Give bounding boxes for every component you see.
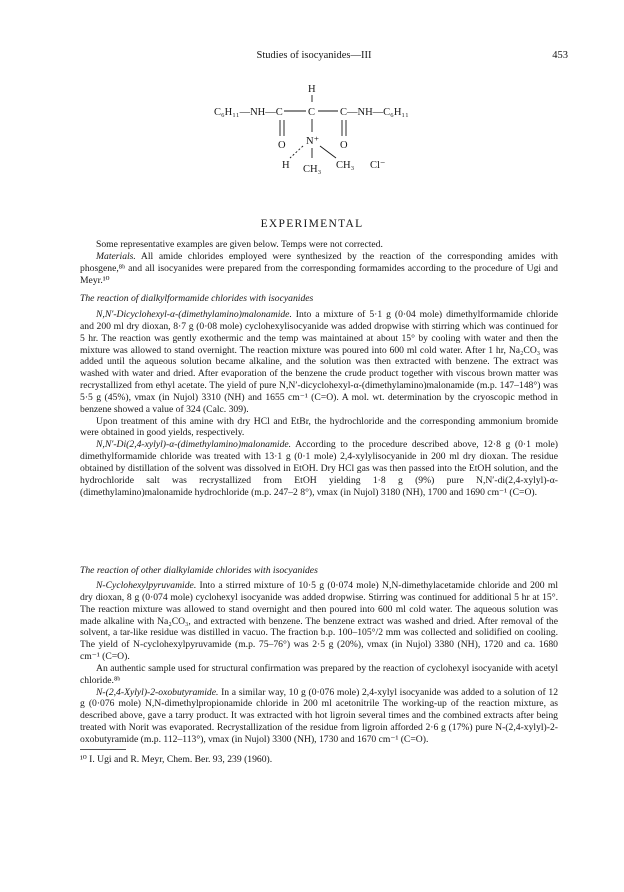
- intro-paragraph-1: Some representative examples are given below. Temps were not corrected.: [96, 239, 383, 250]
- page-number: 453: [552, 50, 568, 61]
- compound-label-dixylyl: N,N′-Di(2,4-xylyl)-α-(dimethylamino)malonamide.: [96, 439, 292, 451]
- compound-label-oxobutyramide: N-(2,4-Xylyl)-2-oxobutyramide.: [96, 686, 219, 698]
- footnote: ¹⁰ I. Ugi and R. Meyr, Chem. Ber. 93, 239 (1960).: [80, 754, 273, 765]
- section2-paragraph-1: [80, 580, 558, 663]
- formula-h-n: H: [282, 160, 290, 171]
- formula-ch3-right: CH₃: [336, 160, 355, 171]
- materials-text: All amide chlorides employed were synthesized by the reaction of the corresponding amides with phosgene,⁸ᵇ and all isocyanides were prepared from the corresponding formamides according to the procedure of Ugi and Meyr.¹⁰: [80, 250, 558, 286]
- structural-formula: [0, 78, 624, 184]
- formula-bond-nh: [290, 146, 303, 158]
- formula-o-left: O: [278, 140, 286, 151]
- compound-label-dicyclohexyl: N,N′-Dicyclohexyl-α-(dimethylamino)malonamide.: [96, 309, 292, 320]
- section-title-formamide: The reaction of dialkylformamide chlorides with isocyanides: [80, 293, 314, 304]
- running-head-title: Studies of isocyanides—III: [256, 50, 372, 61]
- section-title-other-amides: The reaction of other dialkylamide chlorides with isocyanides: [80, 565, 318, 576]
- formula-ch3-center: CH₃: [303, 164, 322, 175]
- formula-left-group: C₆H₁₁—NH—C: [214, 107, 283, 118]
- formula-n-plus: N⁺: [306, 136, 320, 147]
- formula-bond-nch3-right: [320, 146, 336, 158]
- section1-body: [80, 309, 558, 499]
- section2-paragraph-3: [80, 687, 558, 746]
- section-heading-experimental: EXPERIMENTAL: [260, 218, 364, 230]
- section1-paragraph-3-text: According to the procedure described above, 12·8 g (0·1 mole) dimethylformamide chloride was treated with 13·1 g (0·1 mole) 2,4-xylylisocyanide in 200 ml dry dioxan. The residue obtained by distillation of the solvent was dissolved in EtOH. Dry HCl gas was then passed into the EtOH solution, and the hydrochloride salt was recrystallized from EtOH yielding 1·8 g (9%) pure N,N′-di(2,4-xylyl)-α-(dimethylamino)malonamide hydrochloride (m.p. 247–2 8°), νmax (in Nujol) 3180 (NH), 1700 and 1690 cm⁻¹ (C=O).: [80, 439, 558, 498]
- intro-paragraph-2: [80, 251, 558, 287]
- section2-body: [80, 580, 558, 746]
- section2-paragraph-2: An authentic sample used for structural confirmation was prepared by the reaction of cyclohexyl isocyanide with acetyl chloride.⁸ᵇ: [80, 662, 558, 686]
- section1-paragraph-2: Upon treatment of this amine with dry HCl and EtBr, the hydrochloride and the corresponding ammonium bromide were obtained in good yields, respectively.: [80, 415, 558, 439]
- footnote-rule: [80, 749, 126, 750]
- formula-o-right: O: [340, 140, 348, 151]
- materials-label: Materials.: [96, 250, 136, 262]
- running-head: [60, 50, 568, 66]
- formula-h-top: H: [308, 84, 316, 95]
- section2-paragraph-1-text: Into a stirred mixture of 10·5 g (0·074 mole) N,N-dimethylacetamide chloride and 200 ml dry dioxan, 8 g (0·074 mole) cyclohexyl isocyanide was added dropwise. Stirring was continued for additional 5 hr at 15°. The reaction mixture was allowed to stand overnight and then poured into 600 ml cold water. The aqueous solution was made alkaline with Na₂CO₃, and extracted with benzene. The benzene extract was washed and dried. After removal of the solvent, a tar-like residue was distilled in vacuo. The fraction b.p. 100–105°/2 mm was collected and solidified on cooling. The yield of N-cyclohexylpyruvamide (m.p. 75–76°) was 2·5 g (20%), νmax (in Nujol) 3380 (NH), 1720 and ca. 1680 cm⁻¹ (C=O).: [80, 580, 558, 663]
- intro-block: [80, 239, 558, 286]
- section1-paragraph-1-text: Into a mixture of 5·1 g (0·04 mole) dimethylformamide chloride and 200 ml dry dioxan, 8·7 g (0·08 mole) cyclohexylisocyanide was added dropwise with stirring which was continued for 5 hr. The reaction was gently exothermic and the temp was maintained at about 15° by cooling with water and then the mixture was allowed to stand overnight. The reaction mixture was poured into 600 ml cold water. After 1 hr, Na₂CO₃ was added until the aqueous solution became alkaline, and the solution was then extracted with benzene. The extract was washed with water and dried. After evaporation of the benzene the crude product together with viscous brown matter was recrystallized from ethyl acetate. The yield of pure N,N′-dicyclohexyl-α-(dimethylamino)malonamide (m.p. 147–148°) was 5·5 g (45%), νmax (in Nujol) 3310 (NH) and 1655 cm⁻¹ (C=O). A mol. wt. determination by the cryoscopic method in benzene showed a value of 324 (Calc. 309).: [80, 309, 558, 415]
- formula-drawing: [0, 78, 624, 184]
- compound-label-pyruvamide: N-Cyclohexylpyruvamide.: [96, 580, 197, 591]
- section1-paragraph-3: [80, 439, 558, 498]
- formula-center-c: C: [308, 107, 316, 118]
- section2-paragraph-3-text: In a similar way, 10 g (0·076 mole) 2,4-xylyl isocyanide was added to a solution of 12 g (0·076 mole) N,N-dimethylpropionamide chloride in 200 ml acetonitrile The working-up of the reaction mixture, as described above, gave a tarry product. It was extracted with hot ligroin several times and the combined extracts after being treated with Norit was evaporated. Recrystallization of the residue from ligroin afforded 2·6 g (17%) pure N-(2,4-xylyl)-2-oxobutyramide (m.p. 112–113°), νmax (in Nujol) 3300 (NH), 1730 and 1670 cm⁻¹ (C=O).: [80, 686, 558, 745]
- formula-right-group: C—NH—C₆H₁₁: [340, 107, 409, 118]
- section1-paragraph-1: [80, 309, 558, 416]
- formula-anion: Cl⁻: [370, 160, 386, 171]
